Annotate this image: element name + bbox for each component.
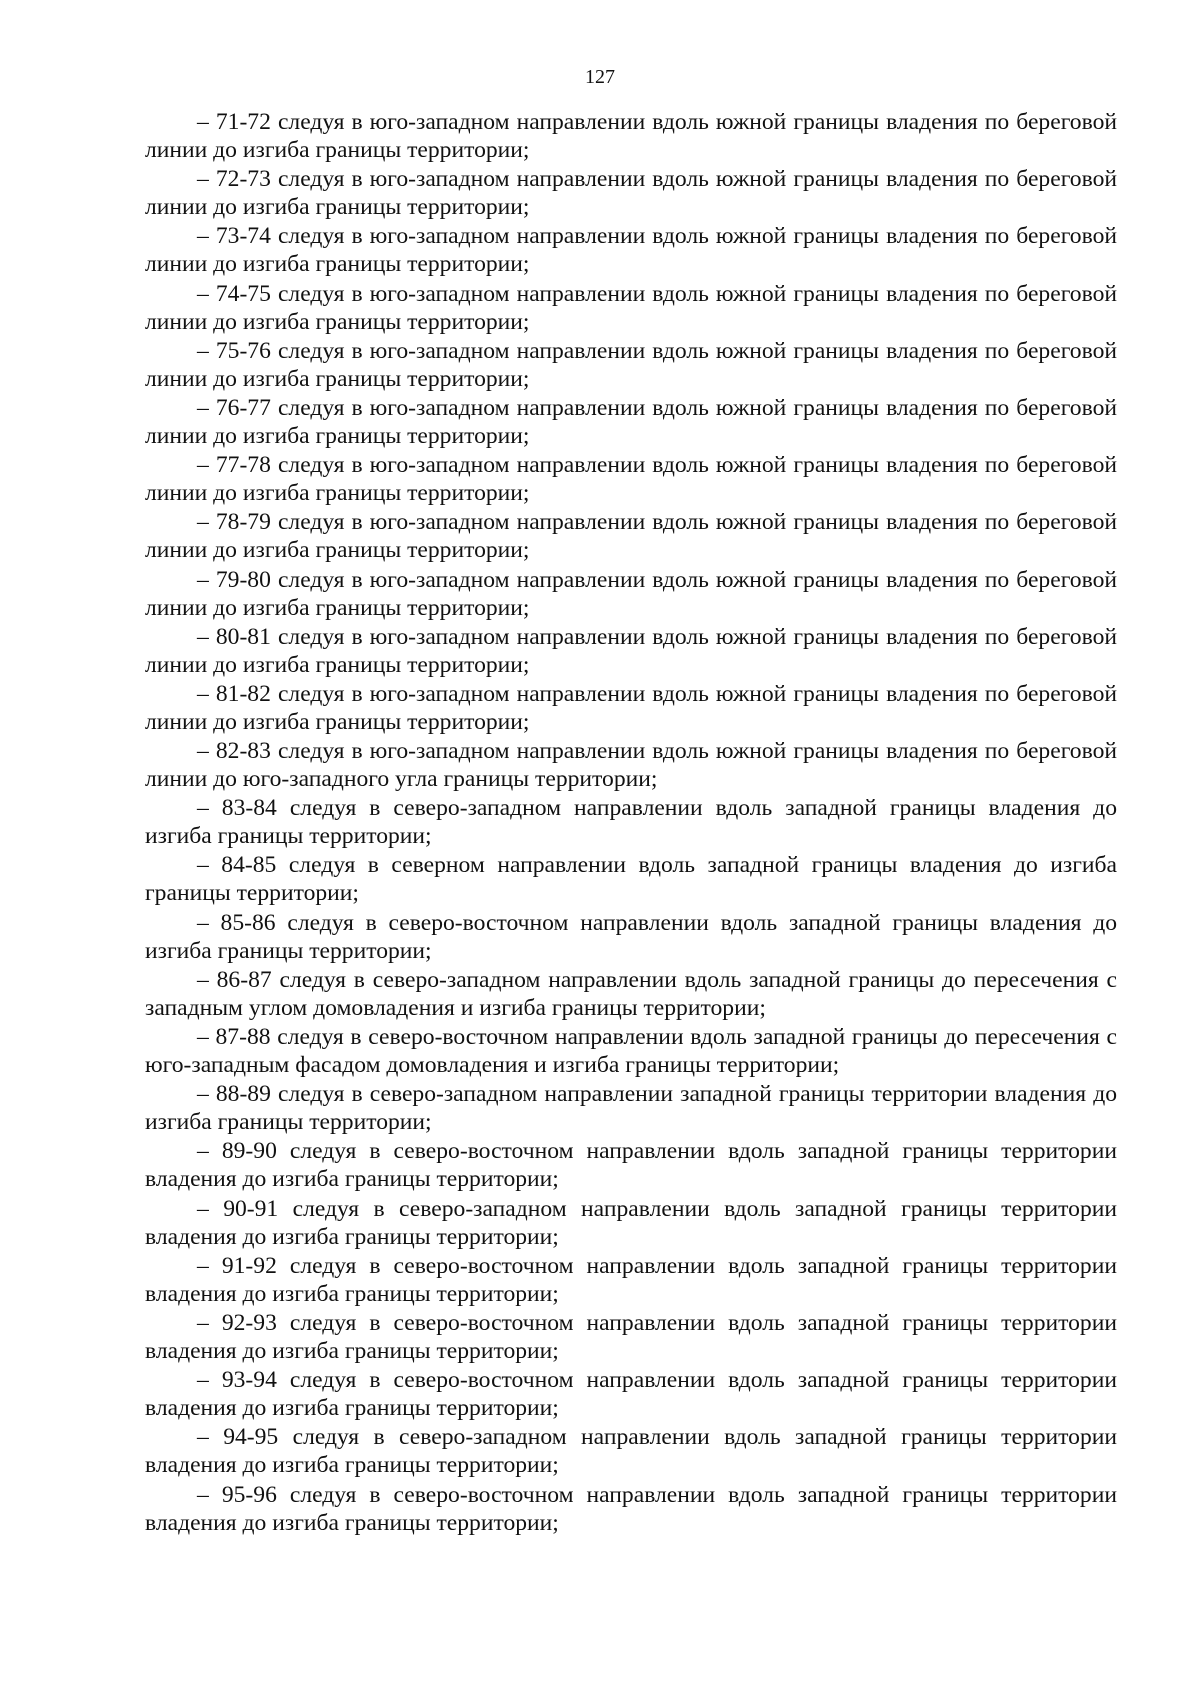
boundary-paragraph: – 73-74 следуя в юго-западном направлении вдоль южной границы владения по береговой линии до изгиба границы территории; xyxy=(145,223,1117,278)
page-number: 127 xyxy=(585,66,615,88)
boundary-paragraph: – 84-85 следуя в северном направлении вдоль западной границы владения до изгиба границы территории; xyxy=(145,852,1117,907)
boundary-paragraph: – 86-87 следуя в северо-западном направлении вдоль западной границы до пересечения с западным углом домовладения и изгиба границы территории; xyxy=(145,966,1117,1021)
boundary-paragraph: – 76-77 следуя в юго-западном направлении вдоль южной границы владения по береговой линии до изгиба границы территории; xyxy=(145,394,1117,449)
document-body xyxy=(145,108,1117,1537)
boundary-paragraph: – 75-76 следуя в юго-западном направлении вдоль южной границы владения по береговой линии до изгиба границы территории; xyxy=(145,337,1117,392)
boundary-paragraph: – 72-73 следуя в юго-западном направлении вдоль южной границы владения по береговой линии до изгиба границы территории; xyxy=(145,166,1117,221)
boundary-paragraph: – 89-90 следуя в северо-восточном направлении вдоль западной границы территории владения до изгиба границы территории; xyxy=(145,1138,1117,1193)
boundary-paragraph: – 93-94 следуя в северо-восточном направлении вдоль западной границы территории владения до изгиба границы территории; xyxy=(145,1367,1117,1422)
boundary-paragraph: – 77-78 следуя в юго-западном направлении вдоль южной границы владения по береговой линии до изгиба границы территории; xyxy=(145,452,1117,507)
boundary-paragraph: – 83-84 следуя в северо-западном направлении вдоль западной границы владения до изгиба границы территории; xyxy=(145,795,1117,850)
boundary-paragraph: – 92-93 следуя в северо-восточном направлении вдоль западной границы территории владения до изгиба границы территории; xyxy=(145,1309,1117,1364)
boundary-paragraph: – 91-92 следуя в северо-восточном направлении вдоль западной границы территории владения до изгиба границы территории; xyxy=(145,1252,1117,1307)
boundary-paragraph: – 71-72 следуя в юго-западном направлении вдоль южной границы владения по береговой линии до изгиба границы территории; xyxy=(145,109,1117,163)
boundary-paragraph: – 90-91 следуя в северо-западном направлении вдоль западной границы территории владения до изгиба границы территории; xyxy=(145,1195,1117,1250)
boundary-paragraph: – 85-86 следуя в северо-восточном направлении вдоль западной границы владения до изгиба границы территории; xyxy=(145,909,1117,964)
boundary-paragraph: – 81-82 следуя в юго-западном направлении вдоль южной границы владения по береговой линии до изгиба границы территории; xyxy=(145,680,1117,735)
boundary-paragraph: – 88-89 следуя в северо-западном направлении западной границы территории владения до изгиба границы территории; xyxy=(145,1081,1117,1136)
boundary-paragraph: – 74-75 следуя в юго-западном направлении вдоль южной границы владения по береговой линии до изгиба границы территории; xyxy=(145,280,1117,335)
boundary-paragraph: – 82-83 следуя в юго-западном направлении вдоль южной границы владения по береговой линии до юго-западного угла границы территории; xyxy=(145,738,1117,793)
boundary-paragraph: – 87-88 следуя в северо-восточном направлении вдоль западной границы до пересечения с юго-западным фасадом домовладения и изгиба границы территории; xyxy=(145,1024,1117,1078)
boundary-paragraph: – 94-95 следуя в северо-западном направлении вдоль западной границы территории владения до изгиба границы территории; xyxy=(145,1424,1117,1479)
boundary-paragraph: – 78-79 следуя в юго-западном направлении вдоль южной границы владения по береговой линии до изгиба границы территории; xyxy=(145,509,1117,564)
boundary-paragraph: – 79-80 следуя в юго-западном направлении вдоль южной границы владения по береговой линии до изгиба границы территории; xyxy=(145,566,1117,621)
boundary-paragraph: – 95-96 следуя в северо-восточном направлении вдоль западной границы территории владения до изгиба границы территории; xyxy=(145,1481,1117,1536)
boundary-paragraph: – 80-81 следуя в юго-западном направлении вдоль южной границы владения по береговой линии до изгиба границы территории; xyxy=(145,623,1117,678)
